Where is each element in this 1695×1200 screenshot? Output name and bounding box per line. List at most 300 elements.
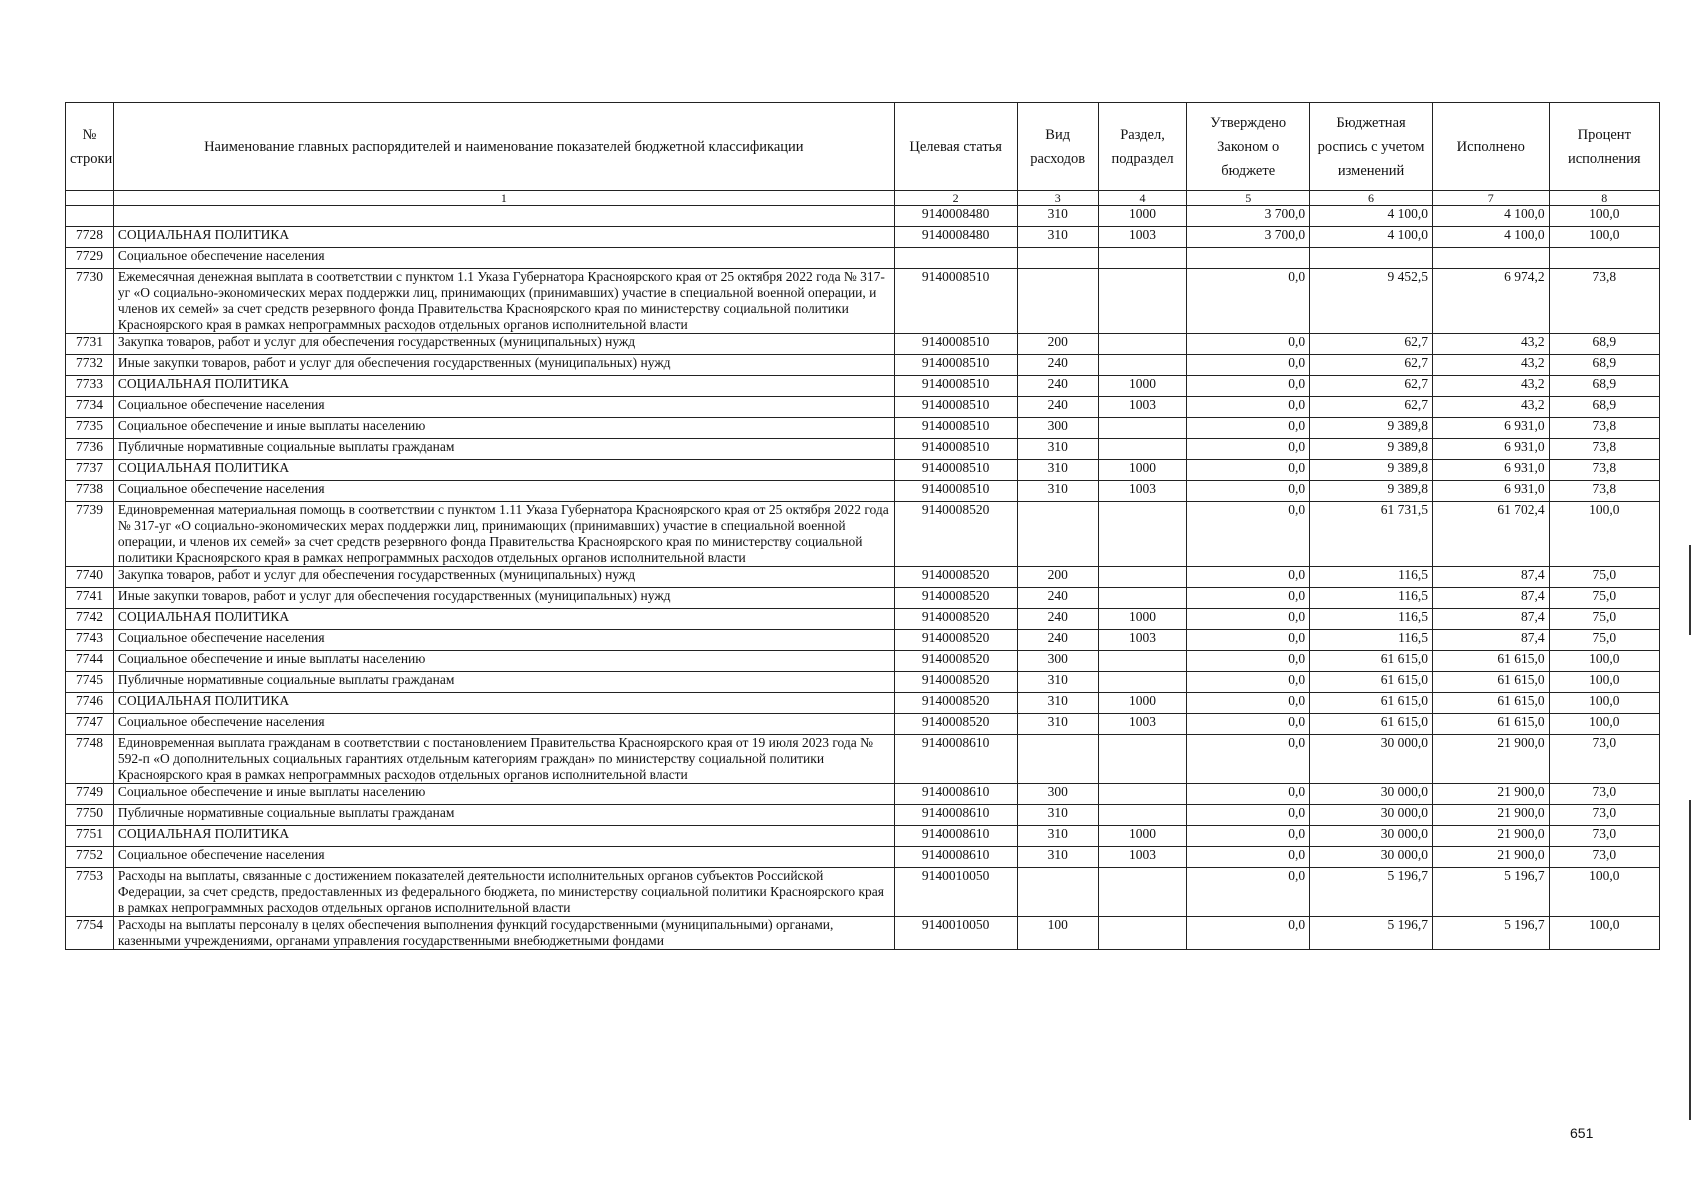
row-budget: 9 452,5 (1310, 269, 1433, 334)
row-budget: 61 615,0 (1310, 672, 1433, 693)
row-expense-kind: 200 (1017, 567, 1098, 588)
row-name (113, 206, 894, 227)
row-target-article: 9140008520 (894, 714, 1017, 735)
row-approved: 0,0 (1187, 567, 1310, 588)
row-name: Социальное обеспечение населения (113, 248, 894, 269)
row-section (1098, 735, 1186, 784)
row-expense-kind (1017, 248, 1098, 269)
row-approved: 3 700,0 (1187, 206, 1310, 227)
row-percent: 100,0 (1549, 714, 1659, 735)
table-row (66, 227, 1660, 248)
row-target-article: 9140008520 (894, 651, 1017, 672)
row-approved: 0,0 (1187, 460, 1310, 481)
row-section: 1003 (1098, 630, 1186, 651)
row-name: Социальное обеспечение населения (113, 397, 894, 418)
row-percent: 100,0 (1549, 206, 1659, 227)
row-target-article: 9140008510 (894, 460, 1017, 481)
header-approved: Утверждено Законом о бюджете (1187, 103, 1310, 191)
row-section: 1003 (1098, 847, 1186, 868)
row-budget: 116,5 (1310, 588, 1433, 609)
row-section (1098, 418, 1186, 439)
row-expense-kind: 240 (1017, 397, 1098, 418)
row-budget: 61 615,0 (1310, 651, 1433, 672)
row-number: 7754 (66, 917, 114, 950)
row-executed: 6 931,0 (1432, 439, 1549, 460)
row-approved: 0,0 (1187, 609, 1310, 630)
header-budget: Бюджетная роспись с учетом изменений (1310, 103, 1433, 191)
row-expense-kind: 310 (1017, 672, 1098, 693)
row-percent: 100,0 (1549, 651, 1659, 672)
row-expense-kind: 100 (1017, 917, 1098, 950)
row-number: 7734 (66, 397, 114, 418)
row-name: Социальное обеспечение населения (113, 714, 894, 735)
row-target-article: 9140008510 (894, 376, 1017, 397)
row-percent: 73,0 (1549, 847, 1659, 868)
row-name: СОЦИАЛЬНАЯ ПОЛИТИКА (113, 609, 894, 630)
row-budget: 30 000,0 (1310, 847, 1433, 868)
row-percent: 73,8 (1549, 481, 1659, 502)
row-number: 7731 (66, 334, 114, 355)
row-budget: 61 615,0 (1310, 693, 1433, 714)
table-row (66, 714, 1660, 735)
row-expense-kind: 310 (1017, 206, 1098, 227)
row-name: Расходы на выплаты персоналу в целях обеспечения выполнения функций государственными (муниципальными) органами, казенными учреждениями, органами управления государственными внебюджетными фондами (113, 917, 894, 950)
scan-edge-line (1689, 800, 1691, 1120)
row-approved: 0,0 (1187, 397, 1310, 418)
row-executed: 43,2 (1432, 334, 1549, 355)
row-executed: 4 100,0 (1432, 206, 1549, 227)
row-target-article: 9140008510 (894, 418, 1017, 439)
row-approved: 0,0 (1187, 439, 1310, 460)
row-budget: 61 731,5 (1310, 502, 1433, 567)
row-percent: 73,0 (1549, 805, 1659, 826)
row-approved: 0,0 (1187, 868, 1310, 917)
header-section: Раздел, подраздел (1098, 103, 1186, 191)
page-number: 651 (1570, 1125, 1594, 1141)
row-executed: 87,4 (1432, 630, 1549, 651)
row-percent: 68,9 (1549, 334, 1659, 355)
row-name: Социальное обеспечение и иные выплаты населению (113, 651, 894, 672)
table-row (66, 693, 1660, 714)
table-row (66, 672, 1660, 693)
row-approved: 0,0 (1187, 735, 1310, 784)
header-code: Целевая статья (894, 103, 1017, 191)
row-executed: 87,4 (1432, 588, 1549, 609)
row-percent: 75,0 (1549, 630, 1659, 651)
row-approved: 3 700,0 (1187, 227, 1310, 248)
row-executed: 43,2 (1432, 376, 1549, 397)
row-target-article: 9140008610 (894, 735, 1017, 784)
table-row (66, 418, 1660, 439)
row-target-article: 9140008510 (894, 481, 1017, 502)
row-number: 7741 (66, 588, 114, 609)
row-budget: 30 000,0 (1310, 784, 1433, 805)
row-name: Единовременная выплата гражданам в соответствии с постановлением Правительства Красноярского края от 19 июля 2023 года № 592-п «О дополнительных социальных гарантиях отдельным категориям граждан» по министерству социальной политики Красноярского края в рамках непрограммных расходов отдельных органов исполнительной власти (113, 735, 894, 784)
row-name: Социальное обеспечение и иные выплаты населению (113, 784, 894, 805)
row-expense-kind: 310 (1017, 805, 1098, 826)
row-budget: 30 000,0 (1310, 735, 1433, 784)
row-approved: 0,0 (1187, 672, 1310, 693)
row-expense-kind: 310 (1017, 847, 1098, 868)
table-row (66, 826, 1660, 847)
row-budget (1310, 248, 1433, 269)
row-target-article: 9140008510 (894, 397, 1017, 418)
row-number: 7746 (66, 693, 114, 714)
row-section (1098, 248, 1186, 269)
row-percent: 68,9 (1549, 397, 1659, 418)
table-row (66, 784, 1660, 805)
colnum-blank (66, 191, 114, 206)
row-number: 7732 (66, 355, 114, 376)
budget-table (65, 102, 1660, 950)
table-row (66, 376, 1660, 397)
row-target-article: 9140008520 (894, 630, 1017, 651)
row-name: Закупка товаров, работ и услуг для обеспечения государственных (муниципальных) нужд (113, 334, 894, 355)
row-number: 7744 (66, 651, 114, 672)
row-expense-kind: 310 (1017, 481, 1098, 502)
row-executed: 87,4 (1432, 609, 1549, 630)
row-expense-kind (1017, 735, 1098, 784)
row-expense-kind: 300 (1017, 651, 1098, 672)
row-name: Публичные нормативные социальные выплаты гражданам (113, 805, 894, 826)
row-executed (1432, 248, 1549, 269)
row-section (1098, 334, 1186, 355)
row-target-article: 9140010050 (894, 917, 1017, 950)
row-executed: 43,2 (1432, 397, 1549, 418)
row-percent: 73,8 (1549, 439, 1659, 460)
row-target-article: 9140008520 (894, 588, 1017, 609)
row-number: 7747 (66, 714, 114, 735)
row-number: 7729 (66, 248, 114, 269)
row-name: Иные закупки товаров, работ и услуг для обеспечения государственных (муниципальных) нужд (113, 588, 894, 609)
table-row (66, 588, 1660, 609)
row-budget: 5 196,7 (1310, 917, 1433, 950)
colnum-7: 7 (1432, 191, 1549, 206)
row-executed: 43,2 (1432, 355, 1549, 376)
row-percent: 73,0 (1549, 735, 1659, 784)
row-executed: 6 931,0 (1432, 481, 1549, 502)
table-row (66, 269, 1660, 334)
row-executed: 4 100,0 (1432, 227, 1549, 248)
row-section: 1000 (1098, 460, 1186, 481)
table-row (66, 567, 1660, 588)
table-row (66, 847, 1660, 868)
table-row (66, 460, 1660, 481)
row-approved: 0,0 (1187, 502, 1310, 567)
row-section: 1003 (1098, 397, 1186, 418)
row-budget: 62,7 (1310, 334, 1433, 355)
row-approved: 0,0 (1187, 418, 1310, 439)
row-target-article: 9140008510 (894, 269, 1017, 334)
table-row (66, 481, 1660, 502)
row-target-article: 9140008480 (894, 227, 1017, 248)
colnum-3: 3 (1017, 191, 1098, 206)
row-number: 7730 (66, 269, 114, 334)
row-expense-kind: 300 (1017, 418, 1098, 439)
row-percent: 73,8 (1549, 418, 1659, 439)
row-target-article: 9140008610 (894, 784, 1017, 805)
row-section (1098, 567, 1186, 588)
row-percent: 75,0 (1549, 588, 1659, 609)
row-expense-kind: 240 (1017, 630, 1098, 651)
row-section (1098, 672, 1186, 693)
row-target-article: 9140008520 (894, 502, 1017, 567)
row-budget: 9 389,8 (1310, 439, 1433, 460)
row-approved: 0,0 (1187, 269, 1310, 334)
table-row (66, 397, 1660, 418)
row-section (1098, 502, 1186, 567)
row-section (1098, 868, 1186, 917)
row-executed: 21 900,0 (1432, 735, 1549, 784)
row-budget: 5 196,7 (1310, 868, 1433, 917)
row-section: 1003 (1098, 714, 1186, 735)
row-number: 7750 (66, 805, 114, 826)
row-section: 1000 (1098, 206, 1186, 227)
row-name: Социальное обеспечение и иные выплаты населению (113, 418, 894, 439)
row-approved: 0,0 (1187, 481, 1310, 502)
row-percent: 68,9 (1549, 355, 1659, 376)
table-row (66, 651, 1660, 672)
row-name: СОЦИАЛЬНАЯ ПОЛИТИКА (113, 227, 894, 248)
row-number: 7751 (66, 826, 114, 847)
row-budget: 116,5 (1310, 630, 1433, 651)
row-expense-kind: 310 (1017, 826, 1098, 847)
row-number: 7753 (66, 868, 114, 917)
row-name: Единовременная материальная помощь в соответствии с пунктом 1.11 Указа Губернатора Красноярского края от 25 октября 2022 года № 317-уг «О социально-экономических мерах поддержки лиц, принимающих (принимавших) участие в специальной военной операции, и членов их семей» за счет средств резервного фонда Правительства Красноярского края по министерству социальной политики Красноярского края в рамках непрограммных расходов отдельных органов исполнительной власти (113, 502, 894, 567)
row-expense-kind: 240 (1017, 588, 1098, 609)
row-expense-kind: 240 (1017, 609, 1098, 630)
row-section (1098, 269, 1186, 334)
row-number: 7748 (66, 735, 114, 784)
row-percent: 100,0 (1549, 672, 1659, 693)
row-budget: 30 000,0 (1310, 826, 1433, 847)
row-approved: 0,0 (1187, 847, 1310, 868)
table-row (66, 917, 1660, 950)
row-target-article: 9140008610 (894, 826, 1017, 847)
table-row (66, 248, 1660, 269)
row-target-article: 9140010050 (894, 868, 1017, 917)
row-section (1098, 588, 1186, 609)
row-budget: 9 389,8 (1310, 418, 1433, 439)
row-name: Публичные нормативные социальные выплаты гражданам (113, 439, 894, 460)
row-executed: 21 900,0 (1432, 805, 1549, 826)
row-percent: 75,0 (1549, 609, 1659, 630)
row-executed: 21 900,0 (1432, 847, 1549, 868)
row-budget: 62,7 (1310, 376, 1433, 397)
row-name: СОЦИАЛЬНАЯ ПОЛИТИКА (113, 376, 894, 397)
row-budget: 62,7 (1310, 355, 1433, 376)
row-name: Расходы на выплаты, связанные с достижением показателей деятельности исполнительных органов субъектов Российской Федерации, за счет средств, предоставленных из федерального бюджета, по министерству социальной политики Красноярского края в рамках непрограммных расходов отдельных органов исполнительной власти (113, 868, 894, 917)
row-number: 7733 (66, 376, 114, 397)
row-approved: 0,0 (1187, 917, 1310, 950)
table-row (66, 609, 1660, 630)
row-budget: 4 100,0 (1310, 206, 1433, 227)
row-executed: 61 615,0 (1432, 672, 1549, 693)
row-section: 1000 (1098, 826, 1186, 847)
row-executed: 21 900,0 (1432, 826, 1549, 847)
row-number: 7728 (66, 227, 114, 248)
row-expense-kind (1017, 868, 1098, 917)
row-percent: 73,0 (1549, 826, 1659, 847)
row-number: 7737 (66, 460, 114, 481)
table-row (66, 502, 1660, 567)
row-percent: 73,8 (1549, 460, 1659, 481)
row-approved: 0,0 (1187, 784, 1310, 805)
row-approved: 0,0 (1187, 334, 1310, 355)
row-name: Закупка товаров, работ и услуг для обеспечения государственных (муниципальных) нужд (113, 567, 894, 588)
row-budget: 4 100,0 (1310, 227, 1433, 248)
row-section (1098, 355, 1186, 376)
row-budget: 61 615,0 (1310, 714, 1433, 735)
row-approved: 0,0 (1187, 588, 1310, 609)
row-executed: 61 702,4 (1432, 502, 1549, 567)
row-approved: 0,0 (1187, 630, 1310, 651)
row-target-article: 9140008520 (894, 609, 1017, 630)
colnum-8: 8 (1549, 191, 1659, 206)
row-number: 7739 (66, 502, 114, 567)
colnum-6: 6 (1310, 191, 1433, 206)
row-percent: 75,0 (1549, 567, 1659, 588)
row-executed: 61 615,0 (1432, 714, 1549, 735)
table-row (66, 805, 1660, 826)
row-target-article: 9140008510 (894, 334, 1017, 355)
row-name: СОЦИАЛЬНАЯ ПОЛИТИКА (113, 460, 894, 481)
row-target-article: 9140008480 (894, 206, 1017, 227)
row-section (1098, 439, 1186, 460)
row-section (1098, 805, 1186, 826)
row-number (66, 206, 114, 227)
row-expense-kind: 310 (1017, 439, 1098, 460)
row-name: Социальное обеспечение населения (113, 847, 894, 868)
row-expense-kind: 240 (1017, 376, 1098, 397)
header-name: Наименование главных распорядителей и наименование показателей бюджетной классификации (113, 103, 894, 191)
row-expense-kind (1017, 269, 1098, 334)
row-section: 1000 (1098, 693, 1186, 714)
row-approved: 0,0 (1187, 805, 1310, 826)
row-executed: 5 196,7 (1432, 917, 1549, 950)
row-name: Ежемесячная денежная выплата в соответствии с пунктом 1.1 Указа Губернатора Красноярского края от 25 октября 2022 года № 317-уг «О социально-экономических мерах поддержки лиц, принимающих (принимавших) участие в специальной военной операции, и членов их семей» за счет средств резервного фонда Правительства Красноярского края по министерству социальной политики Красноярского края в рамках непрограммных расходов отдельных органов исполнительной власти (113, 269, 894, 334)
table-row (66, 630, 1660, 651)
row-budget: 116,5 (1310, 609, 1433, 630)
row-name: Социальное обеспечение населения (113, 481, 894, 502)
row-approved: 0,0 (1187, 826, 1310, 847)
row-expense-kind: 310 (1017, 693, 1098, 714)
row-approved: 0,0 (1187, 693, 1310, 714)
row-section: 1000 (1098, 609, 1186, 630)
row-expense-kind: 310 (1017, 227, 1098, 248)
row-executed: 61 615,0 (1432, 693, 1549, 714)
colnum-4: 4 (1098, 191, 1186, 206)
table-row (66, 735, 1660, 784)
row-approved: 0,0 (1187, 376, 1310, 397)
table-row (66, 206, 1660, 227)
row-executed: 6 974,2 (1432, 269, 1549, 334)
row-target-article: 9140008520 (894, 672, 1017, 693)
row-number: 7740 (66, 567, 114, 588)
row-approved (1187, 248, 1310, 269)
row-executed: 21 900,0 (1432, 784, 1549, 805)
row-percent: 100,0 (1549, 502, 1659, 567)
row-percent: 73,0 (1549, 784, 1659, 805)
row-percent: 100,0 (1549, 693, 1659, 714)
row-budget: 9 389,8 (1310, 481, 1433, 502)
row-executed: 87,4 (1432, 567, 1549, 588)
row-percent: 100,0 (1549, 868, 1659, 917)
row-executed: 6 931,0 (1432, 418, 1549, 439)
scan-edge-line (1689, 545, 1691, 635)
row-target-article (894, 248, 1017, 269)
row-budget: 62,7 (1310, 397, 1433, 418)
header-executed: Исполнено (1432, 103, 1549, 191)
colnum-2: 2 (894, 191, 1017, 206)
row-number: 7752 (66, 847, 114, 868)
row-target-article: 9140008610 (894, 847, 1017, 868)
row-target-article: 9140008610 (894, 805, 1017, 826)
row-executed: 5 196,7 (1432, 868, 1549, 917)
row-number: 7749 (66, 784, 114, 805)
row-percent: 68,9 (1549, 376, 1659, 397)
row-expense-kind: 310 (1017, 460, 1098, 481)
row-section: 1000 (1098, 376, 1186, 397)
row-expense-kind: 240 (1017, 355, 1098, 376)
row-target-article: 9140008510 (894, 355, 1017, 376)
row-approved: 0,0 (1187, 651, 1310, 672)
row-expense-kind: 310 (1017, 714, 1098, 735)
row-target-article: 9140008520 (894, 567, 1017, 588)
row-name: Социальное обеспечение населения (113, 630, 894, 651)
row-number: 7745 (66, 672, 114, 693)
row-name: Публичные нормативные социальные выплаты гражданам (113, 672, 894, 693)
row-section: 1003 (1098, 227, 1186, 248)
row-section (1098, 917, 1186, 950)
row-percent: 100,0 (1549, 917, 1659, 950)
row-percent (1549, 248, 1659, 269)
row-name: Иные закупки товаров, работ и услуг для обеспечения государственных (муниципальных) нужд (113, 355, 894, 376)
row-number: 7735 (66, 418, 114, 439)
table-row (66, 334, 1660, 355)
row-percent: 73,8 (1549, 269, 1659, 334)
row-approved: 0,0 (1187, 714, 1310, 735)
row-number: 7743 (66, 630, 114, 651)
row-target-article: 9140008510 (894, 439, 1017, 460)
row-section (1098, 651, 1186, 672)
row-executed: 61 615,0 (1432, 651, 1549, 672)
colnum-1: 1 (113, 191, 894, 206)
row-name: СОЦИАЛЬНАЯ ПОЛИТИКА (113, 826, 894, 847)
table-body (66, 206, 1660, 950)
row-expense-kind (1017, 502, 1098, 567)
table-row (66, 355, 1660, 376)
row-budget: 9 389,8 (1310, 460, 1433, 481)
row-percent: 100,0 (1549, 227, 1659, 248)
row-budget: 116,5 (1310, 567, 1433, 588)
row-name: СОЦИАЛЬНАЯ ПОЛИТИКА (113, 693, 894, 714)
row-approved: 0,0 (1187, 355, 1310, 376)
row-number: 7742 (66, 609, 114, 630)
row-executed: 6 931,0 (1432, 460, 1549, 481)
header-percent: Процент исполнения (1549, 103, 1659, 191)
table-row (66, 439, 1660, 460)
table-row (66, 868, 1660, 917)
row-section (1098, 784, 1186, 805)
row-budget: 30 000,0 (1310, 805, 1433, 826)
row-target-article: 9140008520 (894, 693, 1017, 714)
row-section: 1003 (1098, 481, 1186, 502)
header-kind: Вид расходов (1017, 103, 1098, 191)
row-number: 7736 (66, 439, 114, 460)
header-num: № строки (66, 103, 114, 191)
row-number: 7738 (66, 481, 114, 502)
